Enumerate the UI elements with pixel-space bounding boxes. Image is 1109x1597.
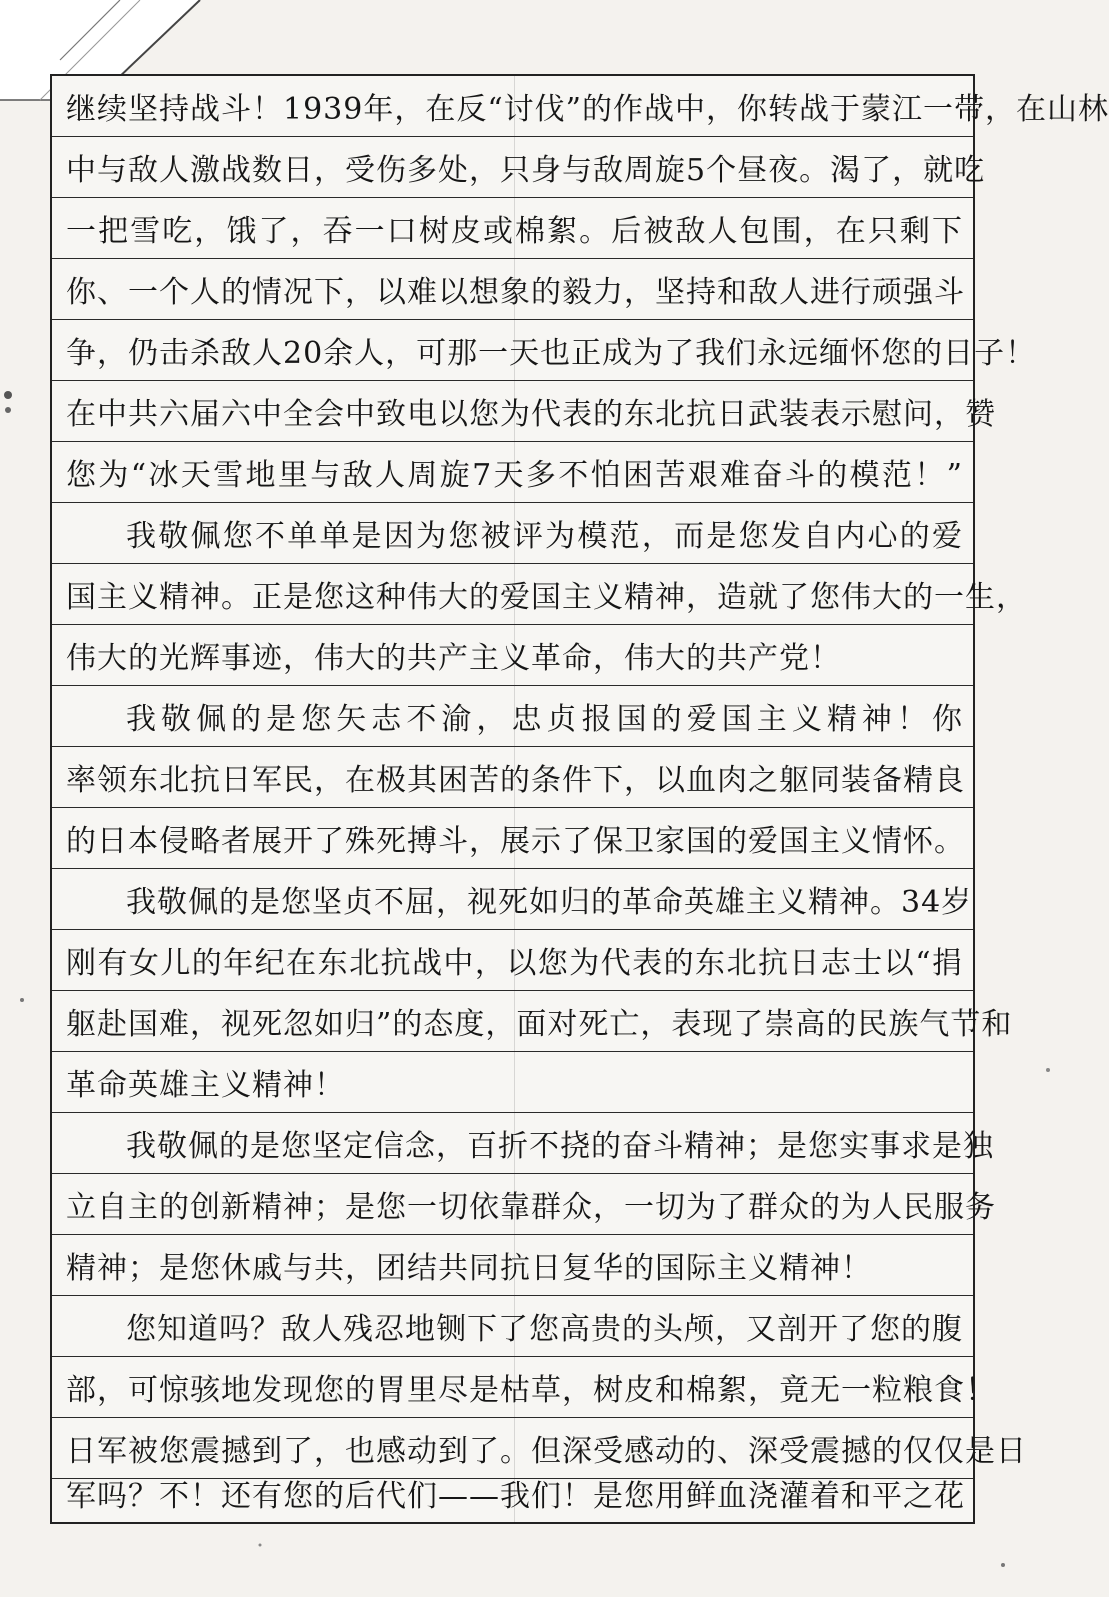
line-text: 您为“冰天雪地里与敌人周旋7天多不怕困苦艰难奋斗的模范！” — [66, 458, 963, 493]
text-line — [52, 442, 973, 503]
text-line — [52, 747, 973, 808]
text-line — [52, 259, 973, 320]
line-text: 国主义精神。正是您这种伟大的爱国主义精神，造就了您伟大的一生， — [66, 580, 1027, 615]
line-text: 日军被您震撼到了，也感动到了。但深受感动的、深受震撼的仅仅是日 — [66, 1434, 1027, 1469]
line-text: 率领东北抗日军民，在极其困苦的条件下，以血肉之躯同装备精良 — [66, 763, 965, 798]
line-text: 我敬佩的是您坚定信念，百折不挠的奋斗精神；是您实事求是独 — [126, 1129, 994, 1164]
line-text: 我敬佩您不单单是因为您被评为模范，而是您发自内心的爱 — [126, 519, 963, 554]
text-line — [52, 930, 973, 991]
line-text: 你、一个人的情况下，以难以想象的毅力，坚持和敌人进行顽强斗 — [66, 275, 965, 310]
text-line — [52, 320, 1037, 381]
line-text: 的日本侵略者展开了殊死搏斗，展示了保卫家国的爱国主义情怀。 — [66, 824, 965, 859]
text-line — [52, 1462, 973, 1523]
line-text: 部，可惊骇地发现您的胃里尽是枯草，树皮和棉絮，竟无一粒粮食！ — [66, 1373, 996, 1408]
line-text: 伟大的光辉事迹，伟大的共产主义革命，伟大的共产党！ — [66, 641, 841, 676]
text-line — [52, 76, 1109, 137]
text-line — [52, 1296, 973, 1357]
text-line — [52, 869, 973, 930]
line-text: 争，仍击杀敌人20余人，可那一天也正成为了我们永远缅怀您的日子！ — [66, 336, 1037, 371]
line-text: 一把雪吃，饿了，吞一口树皮或棉絮。后被敌人包围，在只剩下 — [66, 214, 963, 249]
text-line — [52, 1357, 996, 1418]
text-line — [52, 1113, 994, 1174]
line-text: 中与敌人激战数日，受伤多处，只身与敌周旋5个昼夜。渴了，就吃 — [66, 153, 986, 188]
text-line — [52, 1235, 973, 1296]
text-line — [52, 137, 986, 198]
text-line — [52, 808, 973, 869]
line-text: 精神；是您休戚与共，团结共同抗日复华的国际主义精神！ — [66, 1251, 872, 1286]
line-text: 我敬佩的是您坚贞不屈，视死如归的革命英雄主义精神。34岁 — [126, 885, 973, 920]
line-text: 革命英雄主义精神！ — [66, 1068, 345, 1103]
line-text: 在中共六届六中全会中致电以您为代表的东北抗日武装表示慰问，赞 — [66, 397, 996, 432]
text-line — [52, 686, 973, 747]
text-line — [52, 381, 996, 442]
text-line — [52, 1174, 996, 1235]
text-line — [52, 198, 973, 259]
line-text: 您知道吗？敌人残忍地铡下了您高贵的头颅，又剖开了您的腹 — [126, 1312, 963, 1347]
line-text: 刚有女儿的年纪在东北抗战中，以您为代表的东北抗日志士以“捐 — [66, 946, 963, 981]
text-line — [52, 625, 973, 686]
line-text: 继续坚持战斗！1939年，在反“讨伐”的作战中，你转战于蒙江一带，在山林 — [66, 92, 1109, 127]
line-text: 躯赴国难，视死忽如归”的态度，面对死亡，表现了崇高的民族气节和 — [66, 1007, 1013, 1042]
lined-writing-sheet — [50, 74, 1109, 1524]
line-text: 立自主的创新精神；是您一切依靠群众，一切为了群众的为人民服务 — [66, 1190, 996, 1225]
text-line — [52, 991, 1013, 1052]
line-text: 我敬佩的是您矢志不渝，忠贞报国的爱国主义精神！你 — [126, 702, 963, 737]
text-line — [52, 564, 1027, 625]
text-line — [52, 1052, 973, 1113]
text-line — [52, 503, 973, 564]
line-text: 军吗？不！还有您的后代们——我们！是您用鲜血浇灌着和平之花 — [66, 1479, 965, 1514]
